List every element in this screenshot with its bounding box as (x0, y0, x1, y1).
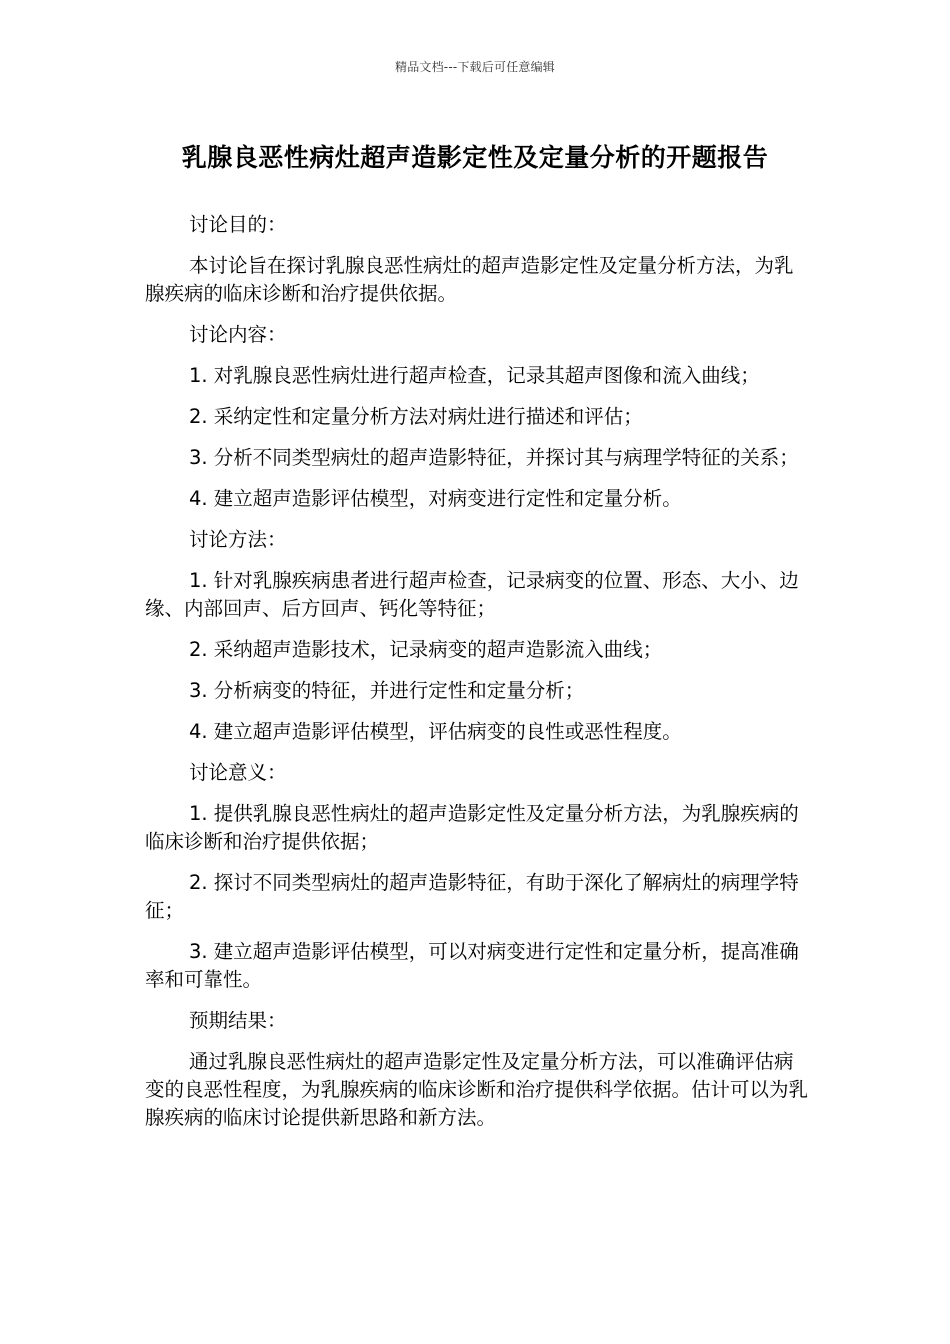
section-heading-significance: 讨论意义： (189, 761, 287, 784)
list-item-method-3: 3. 分析病变的特征，并进行定性和定量分析； (189, 679, 585, 702)
section-heading-expected-results: 预期结果： (189, 1009, 287, 1032)
list-item-method-4: 4. 建立超声造影评估模型，评估病变的良性或恶性程度。 (189, 720, 682, 743)
list-item-significance-2: 2. 探讨不同类型病灶的超声造影特征，有助于深化了解病灶的病理学特征； (145, 871, 799, 922)
paragraph-purpose: 本讨论旨在探讨乳腺良恶性病灶的超声造影定性及定量分析方法，为乳腺疾病的临床诊断和治疗提供依据。 (145, 254, 794, 305)
list-item-content-4: 4. 建立超声造影评估模型，对病变进行定性和定量分析。 (189, 487, 682, 510)
list-item-content-3: 3. 分析不同类型病灶的超声造影特征，并探讨其与病理学特征的关系； (189, 446, 799, 469)
page-header-note: 精品文档---下载后可任意编辑 (395, 60, 555, 74)
document-body (145, 211, 810, 1145)
list-item-significance-1: 1. 提供乳腺良恶性病灶的超声造影定性及定量分析方法，为乳腺疾病的临床诊断和治疗提供依据； (145, 802, 799, 853)
list-item-method-1: 1. 针对乳腺疾病患者进行超声检查，记录病变的位置、形态、大小、边缘、内部回声、后方回声、钙化等特征； (145, 569, 799, 620)
list-item-significance-3: 3. 建立超声造影评估模型，可以对病变进行定性和定量分析，提高准确率和可靠性。 (145, 940, 799, 991)
document-title: 乳腺良恶性病灶超声造影定性及定量分析的开题报告 (181, 143, 769, 172)
section-heading-purpose: 讨论目的： (189, 213, 287, 236)
section-heading-method: 讨论方法： (189, 528, 287, 551)
paragraph-expected-results: 通过乳腺良恶性病灶的超声造影定性及定量分析方法，可以准确评估病变的良恶性程度，为乳腺疾病的临床诊断和治疗提供科学依据。估计可以为乳腺疾病的临床讨论提供新思路和新方法。 (145, 1050, 809, 1129)
section-heading-content: 讨论内容： (189, 323, 287, 346)
list-item-method-2: 2. 采纳超声造影技术，记录病变的超声造影流入曲线； (189, 638, 663, 661)
list-item-content-1: 1. 对乳腺良恶性病灶进行超声检查，记录其超声图像和流入曲线； (189, 364, 760, 387)
list-item-content-2: 2. 采纳定性和定量分析方法对病灶进行描述和评估； (189, 405, 643, 428)
